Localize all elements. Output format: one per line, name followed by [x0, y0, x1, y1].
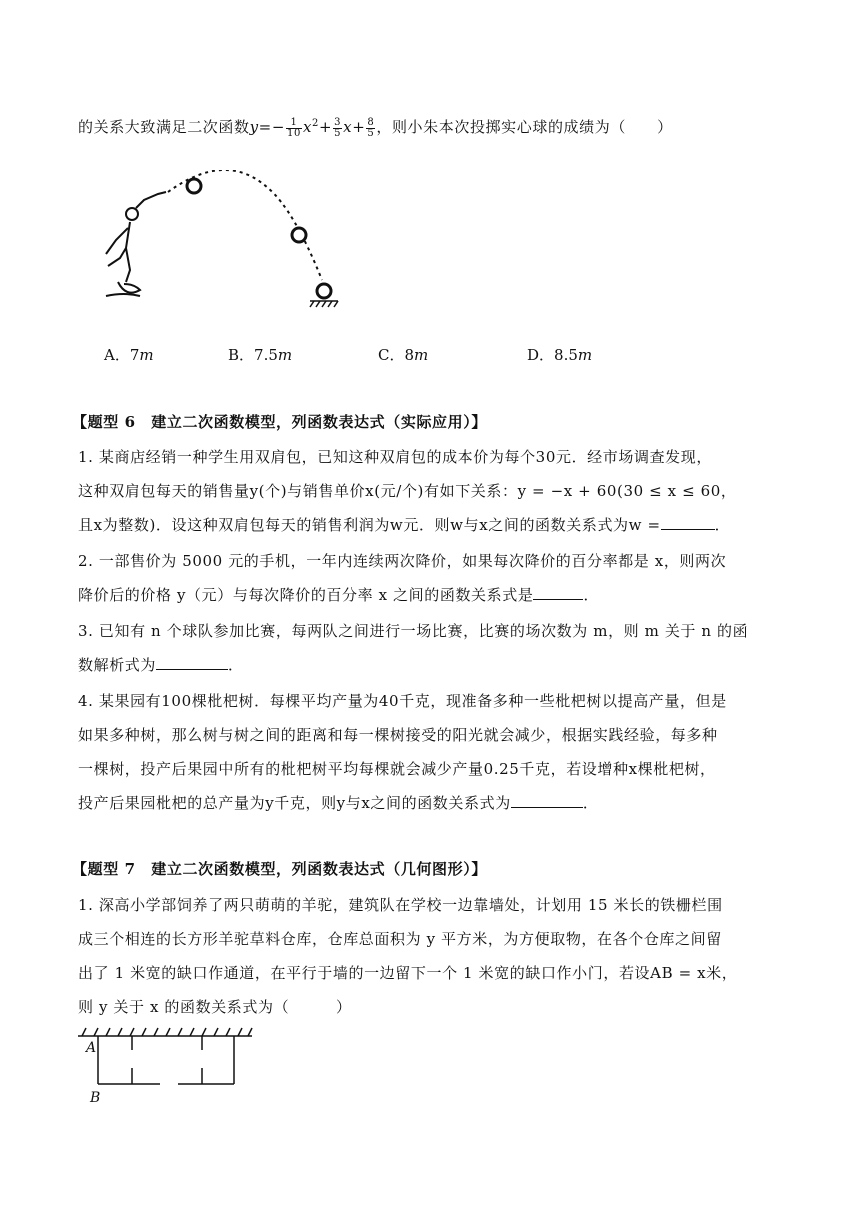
s6-q3-line1: 3. 已知有 n 个球队参加比赛，每两队之间进行一场比赛，比赛的场次数为 m，则 m 关于 n 的函: [78, 622, 749, 640]
formula-plus: +: [319, 118, 333, 136]
option-b: B．7.5m: [228, 346, 293, 364]
section-7-title: 【题型 7 建立二次函数模型，列函数表达式（几何图形）】: [72, 860, 487, 878]
option-c: C．8m: [378, 346, 429, 364]
s6-q4-line3: 一棵树，投产后果园中所有的枇杷树平均每棵就会减少产量0.25千克，若设增种x棵枇杷树，: [78, 760, 716, 778]
formula-y: y=−: [249, 118, 286, 136]
wall-hatch: [82, 1028, 252, 1036]
answer-blank: [156, 655, 228, 670]
s6-q3-line2: 数解析式为 ．: [78, 656, 244, 674]
warehouse-figure: [76, 1024, 266, 1114]
shot-put-figure: [96, 170, 346, 310]
section-6-title: 【题型 6 建立二次函数模型，列函数表达式（实际应用）】: [72, 413, 487, 431]
ball-3: [317, 284, 331, 298]
s7-q1-line2: 成三个相连的长方形羊驼草料仓库，仓库总面积为 y 平方米，为方便取物，在各个仓库之间留: [78, 930, 722, 948]
ball-2: [292, 228, 306, 242]
formula-x2: x: [302, 118, 313, 136]
answer-blank: [533, 585, 583, 600]
s7-q1-line4: 则 y 关于 x 的函数关系式为（ ）: [78, 998, 352, 1016]
ground-hatch: [310, 301, 338, 307]
option-a: A．7m: [104, 346, 154, 364]
s6-q4-line1: 4. 某果园有100棵枇杷树．每棵平均产量为40千克，现准备多种一些枇杷树以提高产量，但是: [78, 692, 727, 710]
label-a: A: [86, 1040, 97, 1056]
s7-q1-line1: 1. 深高小学部饲养了两只萌萌的羊驼，建筑队在学校一边靠墙处，计划用 15 米长的铁栅栏围: [78, 896, 723, 914]
fraction-8-5: $\frac{8}{5}$: [367, 116, 375, 139]
answer-blank: [661, 515, 715, 530]
s6-q4-line4: 投产后果园枇杷的总产量为y千克，则y与x之间的函数关系式为 ．: [78, 794, 599, 812]
option-d: D．8.5m: [527, 346, 593, 364]
thrower-illustration: [106, 192, 166, 296]
formula-exp: 2: [312, 118, 319, 129]
s6-q1-line3: 且x为整数)．设这种双肩包每天的销售利润为w元．则w与x之间的函数关系式为w = ．: [78, 516, 731, 534]
label-b: B: [90, 1090, 101, 1106]
s7-q1-line3: 出了 1 米宽的缺口作通道，在平行于墙的一边留下一个 1 米宽的缺口作小门，若设AB = x米，: [78, 964, 738, 982]
intro-text: 的关系大致满足二次函数: [78, 118, 250, 136]
formula-x1: x+: [343, 118, 366, 136]
fraction-3-5: $\frac{3}{5}$: [334, 116, 342, 139]
intro-line: [78, 116, 673, 139]
s6-q1-line1: 1. 某商店经销一种学生用双肩包，已知这种双肩包的成本价为每个30元．经市场调查发现，: [78, 448, 712, 466]
s6-q2-line1: 2. 一部售价为 5000 元的手机，一年内连续两次降价，如果每次降价的百分率都是 x，则两次: [78, 552, 727, 570]
intro-question: ，则小朱本次投掷实心球的成绩为（ ）: [376, 118, 673, 136]
fraction-1-10: $\frac{1}{10}$: [287, 116, 301, 139]
answer-blank: [511, 793, 583, 808]
s6-q2-line2: 降价后的价格 y（元）与每次降价的百分率 x 之间的函数关系式是 ．: [78, 586, 600, 604]
ball-1: [187, 179, 201, 193]
s6-q1-line2: 这种双肩包每天的销售量y(个)与销售单价x(元/个)有如下关系：y = −x + 60(30 ≤ x ≤ 60，: [78, 482, 737, 500]
s6-q4-line2: 如果多种树，那么树与树之间的距离和每一棵树接受的阳光就会减少，根据实践经验，每多种: [78, 726, 718, 744]
